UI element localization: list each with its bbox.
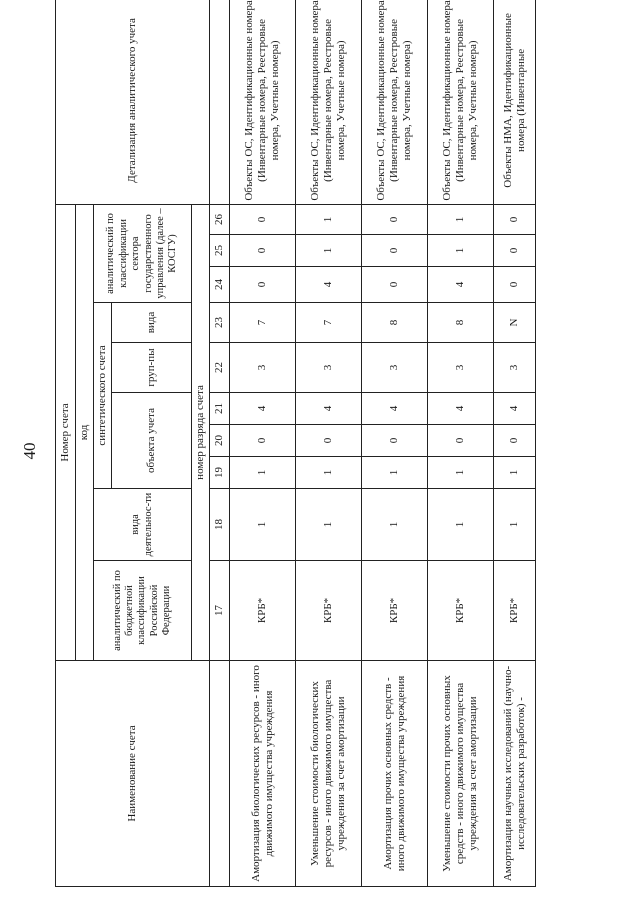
row-c17: КРБ*: [362, 561, 428, 661]
row-c18: 1: [494, 489, 536, 561]
row-c24: 0: [494, 267, 536, 303]
row-c25: 0: [362, 235, 428, 267]
header-activity-type: вида деятельнос-ти: [94, 489, 192, 561]
row-c21: 4: [230, 393, 296, 425]
header-synthetic: синтетического счета: [94, 303, 112, 489]
row-c21: 4: [494, 393, 536, 425]
digit-25: 25: [210, 235, 230, 267]
row-c19: 1: [494, 457, 536, 489]
digit-21: 21: [210, 393, 230, 425]
digit-24: 24: [210, 267, 230, 303]
row-c24: 4: [428, 267, 494, 303]
row-detail: Объекты ОС, Идентификационные номера (Инвентарные номера, Реестровые номера, Учетные номера): [230, 0, 296, 204]
row-c20: 0: [362, 425, 428, 457]
table-row: [428, 0, 494, 887]
row-c19: 1: [428, 457, 494, 489]
table-row: [362, 0, 428, 887]
row-c21: 4: [428, 393, 494, 425]
row-c22: 3: [296, 343, 362, 393]
page-number: 40: [20, 442, 39, 460]
row-c25: 0: [494, 235, 536, 267]
rotated-table-container: [55, 0, 527, 887]
row-c26: 1: [428, 204, 494, 234]
header-detail: Детализация аналитического учета: [56, 0, 210, 204]
header-code: код: [76, 204, 94, 660]
row-c19: 1: [362, 457, 428, 489]
header-kind: вида: [112, 303, 192, 343]
header-groups: груп-пы: [112, 343, 192, 393]
digit-19: 19: [210, 457, 230, 489]
row-c20: 0: [494, 425, 536, 457]
row-c24: 0: [230, 267, 296, 303]
row-c20: 0: [296, 425, 362, 457]
row-c26: 0: [494, 204, 536, 234]
accounts-table: [55, 0, 536, 887]
row-account-name: Амортизация биологических ресурсов - иного движимого имущества учреждения: [230, 661, 296, 887]
header-account-name: Наименование счета: [56, 661, 210, 887]
row-c23: 8: [428, 303, 494, 343]
header-analytic-kosgu: аналитический по классификации сектора государственного управления (далее – КОСГУ): [94, 204, 192, 302]
row-c23: 7: [296, 303, 362, 343]
digit-26: 26: [210, 204, 230, 234]
header-analytic-budget: аналитический по бюджетной классификации Российской Федерации: [94, 561, 192, 661]
digit-22: 22: [210, 343, 230, 393]
digit-17: 17: [210, 561, 230, 661]
row-c25: 1: [428, 235, 494, 267]
digit-blank-detail: [210, 0, 230, 204]
row-c25: 0: [230, 235, 296, 267]
row-c17: КРБ*: [494, 561, 536, 661]
row-c23: N: [494, 303, 536, 343]
row-account-name: Амортизация прочих основных средств - иного движимого имущества учреждения: [362, 661, 428, 887]
row-c25: 1: [296, 235, 362, 267]
row-c22: 3: [428, 343, 494, 393]
digit-18: 18: [210, 489, 230, 561]
row-detail: Объекты НМА, Идентификационные номера (Инвентарные: [494, 0, 536, 204]
row-c26: 0: [230, 204, 296, 234]
row-account-name: Амортизация научных исследований (научно-исследовательских разработок) -: [494, 661, 536, 887]
header-account-object: объекта учета: [112, 393, 192, 489]
row-c26: 0: [362, 204, 428, 234]
row-c24: 0: [362, 267, 428, 303]
row-c23: 7: [230, 303, 296, 343]
row-c22: 3: [362, 343, 428, 393]
table-row: [494, 0, 536, 887]
header-digit-row: номер разряда счета: [192, 204, 210, 660]
row-c24: 4: [296, 267, 362, 303]
row-c17: КРБ*: [230, 561, 296, 661]
table-row: [296, 0, 362, 887]
row-c20: 0: [428, 425, 494, 457]
row-c19: 1: [230, 457, 296, 489]
row-c22: 3: [494, 343, 536, 393]
row-c18: 1: [230, 489, 296, 561]
row-detail: Объекты ОС, Идентификационные номера (Инвентарные номера, Реестровые номера, Учетные номера): [428, 0, 494, 204]
header-account-number: Номер счета: [56, 204, 76, 660]
row-c17: КРБ*: [428, 561, 494, 661]
row-c22: 3: [230, 343, 296, 393]
row-c26: 1: [296, 204, 362, 234]
row-c23: 8: [362, 303, 428, 343]
row-c21: 4: [362, 393, 428, 425]
table-row: [230, 0, 296, 887]
row-c19: 1: [296, 457, 362, 489]
digit-23: 23: [210, 303, 230, 343]
row-account-name: Уменьшение стоимости прочих основных средств - иного движимого имущества учреждения за счет амортизации: [428, 661, 494, 887]
row-detail: Объекты ОС, Идентификационные номера (Инвентарные номера, Реестровые номера, Учетные номера): [296, 0, 362, 204]
row-account-name: Уменьшение стоимости биологических ресурсов - иного движимого имущества учреждения за счет амортизации: [296, 661, 362, 887]
row-detail: Объекты ОС, Идентификационные номера (Инвентарные номера, Реестровые номера, Учетные номера): [362, 0, 428, 204]
row-c18: 1: [296, 489, 362, 561]
row-c20: 0: [230, 425, 296, 457]
digit-blank: [210, 661, 230, 887]
row-c17: КРБ*: [296, 561, 362, 661]
row-c21: 4: [296, 393, 362, 425]
row-c18: 1: [428, 489, 494, 561]
digit-20: 20: [210, 425, 230, 457]
row-c18: 1: [362, 489, 428, 561]
